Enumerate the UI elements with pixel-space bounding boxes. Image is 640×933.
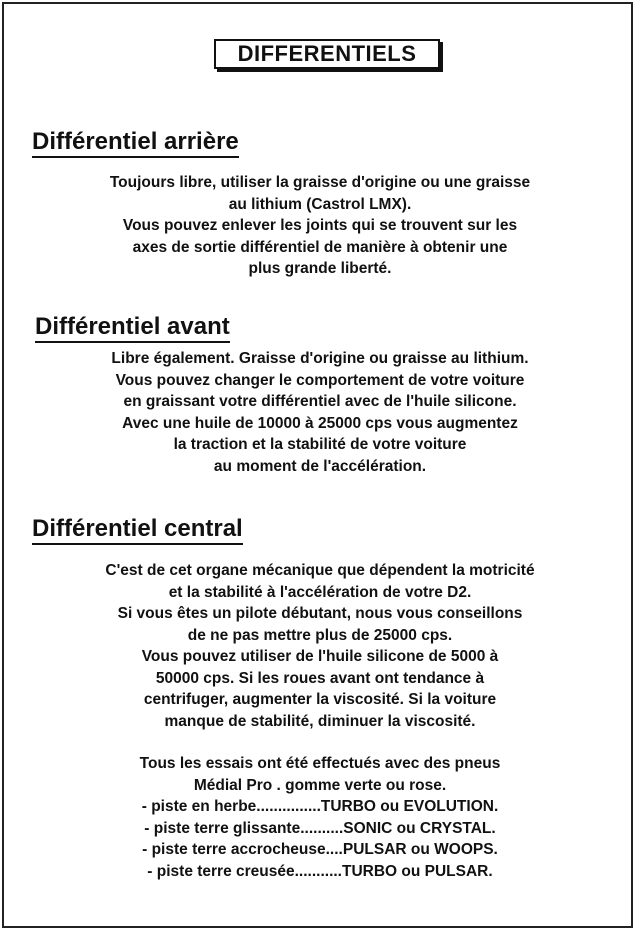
text-line: de ne pas mettre plus de 25000 cps.	[187, 626, 453, 644]
paragraph-tests	[0, 753, 640, 796]
heading-front-differential: Différentiel avant	[35, 314, 230, 343]
text-line: Toujours libre, utiliser la graisse d'origine ou une graisse	[109, 174, 531, 191]
text-line: Vous pouvez enlever les joints qui se trouvent sur les	[122, 217, 518, 234]
text-line: centrifuger, augmenter la viscosité. Si la voiture	[143, 691, 497, 708]
list-item: - piste en herbe...............TURBO ou EVOLUTION.	[141, 798, 499, 815]
text-line: Tous les essais ont été effectués avec des pneus	[139, 755, 501, 772]
paragraph-front-differential	[0, 348, 640, 477]
text-line: la traction et la stabilité de votre voiture	[173, 436, 467, 453]
list-item: - piste terre creusée...........TURBO ou PULSAR.	[147, 862, 493, 880]
text-line: au moment de l'accélération.	[213, 457, 427, 475]
text-line: plus grande liberté.	[248, 260, 392, 277]
page-title: DIFFERENTIELS	[214, 39, 440, 69]
text-line: 50000 cps. Si les roues avant ont tendance à	[155, 669, 485, 687]
heading-rear-differential: Différentiel arrière	[32, 129, 239, 158]
text-line: Vous pouvez utiliser de l'huile silicone de 5000 à	[141, 648, 499, 665]
text-line: et la stabilité à l'accélération de votre D2.	[168, 583, 472, 601]
text-line: Avec une huile de 10000 à 25000 cps vous augmentez	[122, 414, 518, 432]
text-line: manque de stabilité, diminuer la viscosité.	[164, 712, 476, 730]
text-line: C'est de cet organe mécanique que dépendent la motricité	[105, 562, 535, 579]
heading-central-differential: Différentiel central	[32, 516, 243, 545]
text-line: Libre également. Graisse d'origine ou graisse au lithium.	[111, 350, 529, 367]
list-item: - piste terre accrocheuse....PULSAR ou WOOPS.	[142, 841, 498, 858]
text-line: au lithium (Castrol LMX).	[228, 195, 412, 213]
text-line: Si vous êtes un pilote débutant, nous vous conseillons	[117, 605, 523, 622]
paragraph-central-differential	[0, 560, 640, 732]
text-line: axes de sortie différentiel de manière à obtenir une	[132, 238, 508, 256]
text-line: Vous pouvez changer le comportement de votre voiture	[115, 371, 525, 389]
text-line: en graissant votre différentiel avec de l'huile silicone.	[123, 393, 517, 410]
paragraph-rear-differential	[0, 172, 640, 280]
list-item: - piste terre glissante..........SONIC ou CRYSTAL.	[144, 819, 496, 837]
text-line: Médial Pro . gomme verte ou rose.	[193, 776, 447, 794]
tire-recommendation-list	[0, 796, 640, 882]
